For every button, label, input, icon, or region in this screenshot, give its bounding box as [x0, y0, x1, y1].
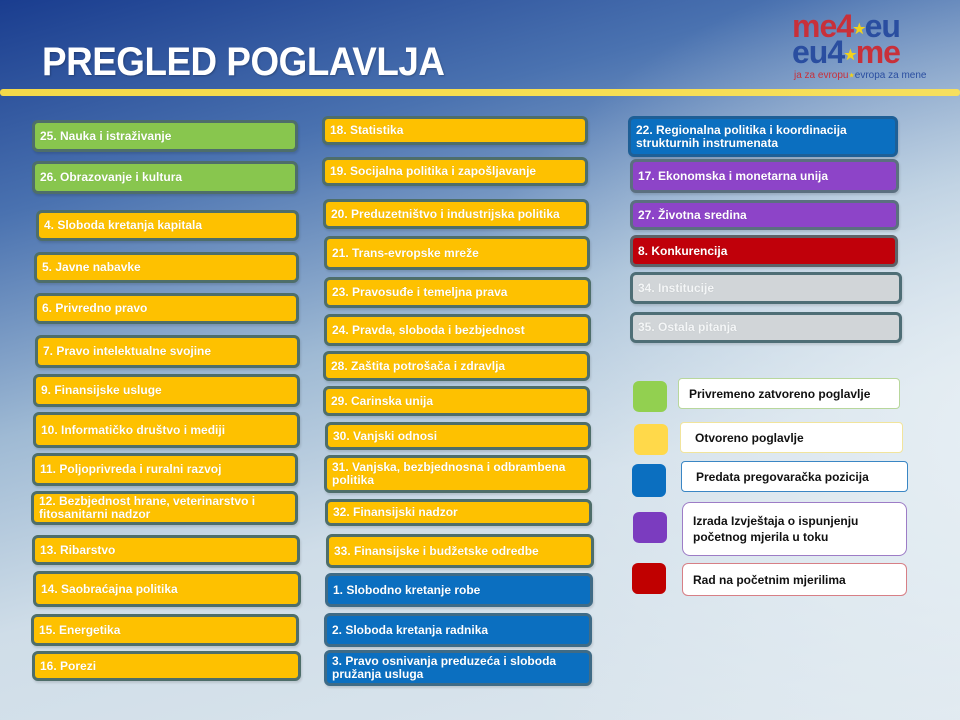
- chapter-19[interactable]: [322, 157, 588, 186]
- legend-swatch-blue: [632, 464, 666, 497]
- chapter-label: 3. Pravo osnivanja preduzeća i sloboda pružanja usluga: [332, 654, 557, 681]
- chapter-10[interactable]: [33, 412, 300, 448]
- chapter-label: 5. Javne nabavke: [42, 260, 141, 274]
- chapter-label: 19. Socijalna politika i zapošljavanje: [330, 164, 537, 178]
- chapter-label: 15. Energetika: [39, 622, 121, 637]
- tagline-part: ja za evropu: [794, 70, 849, 81]
- legend-label-position-submitted: [681, 461, 908, 492]
- logo-line-2: [792, 36, 900, 68]
- chapter-label: 33. Finansijske i budžetske odredbe: [334, 543, 539, 558]
- chapter-30[interactable]: [325, 422, 591, 450]
- chapter-label: 31. Vanjska, bezbjednosna i odbrambena politika: [332, 460, 566, 487]
- chapter-label: 22. Regionalna politika i koordinacija strukturnih instrumenata: [636, 122, 847, 150]
- chapter-2[interactable]: [324, 613, 592, 647]
- chapter-22[interactable]: [628, 116, 898, 157]
- chapter-label: 23. Pravosuđe i temeljna prava: [332, 285, 508, 299]
- chapter-33[interactable]: [326, 534, 594, 568]
- chapter-label: 30. Vanjski odnosi: [333, 428, 438, 443]
- chapter-34[interactable]: [630, 272, 902, 304]
- chapter-label: 20. Preduzetništvo i industrijska politika: [331, 206, 560, 221]
- chapter-24[interactable]: [324, 314, 591, 346]
- chapter-label: 27. Životna sredina: [638, 207, 747, 222]
- chapter-label: 6. Privredno pravo: [42, 301, 148, 315]
- chapter-3[interactable]: [324, 650, 592, 686]
- chapter-label: 29. Carinska unija: [331, 393, 434, 408]
- chapter-label: 14. Saobraćajna politika: [41, 581, 178, 596]
- chapter-7[interactable]: [35, 335, 300, 368]
- legend-label-opened: [680, 422, 903, 453]
- legend-label-opening-benchmarks: [682, 563, 907, 596]
- logo-text: eu: [864, 8, 900, 44]
- chapter-6[interactable]: [34, 293, 299, 324]
- chapter-35[interactable]: [630, 312, 902, 343]
- tagline-part: evropa za mene: [854, 70, 927, 81]
- chapter-15[interactable]: [31, 614, 299, 646]
- chapter-29[interactable]: [323, 386, 590, 416]
- chapter-label: 35. Ostala pitanja: [638, 320, 737, 334]
- legend-text: Rad na početnim mjerilima: [693, 572, 846, 587]
- legend-text: Izrada Izvještaja o ispunjenju početnog mjerila u toku: [693, 514, 859, 544]
- legend-text: Privremeno zatvoreno poglavlje: [689, 386, 871, 401]
- chapter-label: 11. Poljoprivreda i ruralni razvoj: [40, 462, 222, 476]
- chapter-14[interactable]: [33, 571, 301, 607]
- page-title: PREGLED POGLAVLJA: [42, 40, 445, 84]
- chapter-23[interactable]: [324, 277, 591, 308]
- chapter-label: 2. Sloboda kretanja radnika: [332, 622, 489, 637]
- chapter-31[interactable]: [324, 455, 591, 493]
- logo-text: me: [855, 34, 900, 70]
- chapter-4[interactable]: [36, 210, 299, 241]
- chapter-13[interactable]: [32, 535, 300, 565]
- chapter-label: 34. Institucije: [638, 280, 715, 295]
- legend-text: Otvoreno poglavlje: [695, 430, 804, 445]
- chapter-27[interactable]: [630, 200, 899, 230]
- legend-swatch-red: [632, 563, 666, 594]
- legend-swatch-yellow: [634, 424, 668, 455]
- logo-text: me4: [792, 8, 854, 44]
- chapter-label: 17. Ekonomska i monetarna unija: [638, 168, 829, 183]
- chapter-17[interactable]: [630, 159, 899, 193]
- chapter-11[interactable]: [32, 453, 298, 486]
- legend-label-benchmark-report: [682, 502, 907, 556]
- logo-tagline: [794, 70, 926, 81]
- chapter-label: 25. Nauka i istraživanje: [40, 128, 172, 143]
- chapter-25[interactable]: [32, 120, 298, 152]
- chapter-label: 1. Slobodno kretanje robe: [333, 582, 481, 597]
- title-underline: [0, 89, 960, 96]
- chapter-28[interactable]: [323, 351, 590, 381]
- star-icon: ★: [853, 20, 865, 37]
- chapter-26[interactable]: [32, 161, 298, 194]
- chapter-label: 7. Pravo intelektualne svojine: [43, 344, 212, 358]
- chapter-label: 26. Obrazovanje i kultura: [40, 170, 183, 184]
- chapter-label: 10. Informatičko društvo i mediji: [41, 422, 226, 437]
- logo-text: eu4: [792, 34, 845, 70]
- star-icon: ★: [848, 72, 855, 80]
- chapter-16[interactable]: [32, 651, 301, 681]
- chapter-label: 9. Finansijske usluge: [41, 383, 162, 397]
- chapter-label: 13. Ribarstvo: [40, 542, 116, 557]
- chapter-label: 21. Trans-evropske mreže: [332, 245, 479, 260]
- chapter-label: 32. Finansijski nadzor: [333, 505, 458, 519]
- star-icon: ★: [844, 46, 856, 63]
- chapter-18[interactable]: [322, 116, 588, 145]
- chapter-8[interactable]: [630, 235, 898, 267]
- chapter-21[interactable]: [324, 236, 590, 270]
- chapter-12[interactable]: [31, 491, 298, 525]
- chapter-5[interactable]: [34, 252, 299, 283]
- chapter-9[interactable]: [33, 374, 300, 407]
- chapter-label: 12. Bezbjednost hrane, veterinarstvo i fitosanitarni nadzor: [39, 494, 256, 521]
- chapter-label: 4. Sloboda kretanja kapitala: [44, 218, 203, 232]
- chapter-label: 16. Porezi: [40, 658, 97, 673]
- chapter-20[interactable]: [323, 199, 589, 229]
- chapter-1[interactable]: [325, 573, 593, 607]
- chapter-label: 28. Zaštita potrošača i zdravlja: [331, 358, 506, 373]
- chapter-label: 24. Pravda, sloboda i bezbjednost: [332, 322, 525, 337]
- legend-text: Predata pregovaračka pozicija: [696, 469, 869, 484]
- legend-label-provisionally-closed: [678, 378, 900, 409]
- legend-swatch-green: [633, 381, 667, 412]
- chapter-32[interactable]: [325, 499, 592, 526]
- me4eu-logo: [788, 8, 958, 83]
- chapter-label: 18. Statistika: [330, 123, 404, 137]
- legend-swatch-purple: [633, 512, 667, 543]
- chapter-label: 8. Konkurencija: [638, 243, 728, 258]
